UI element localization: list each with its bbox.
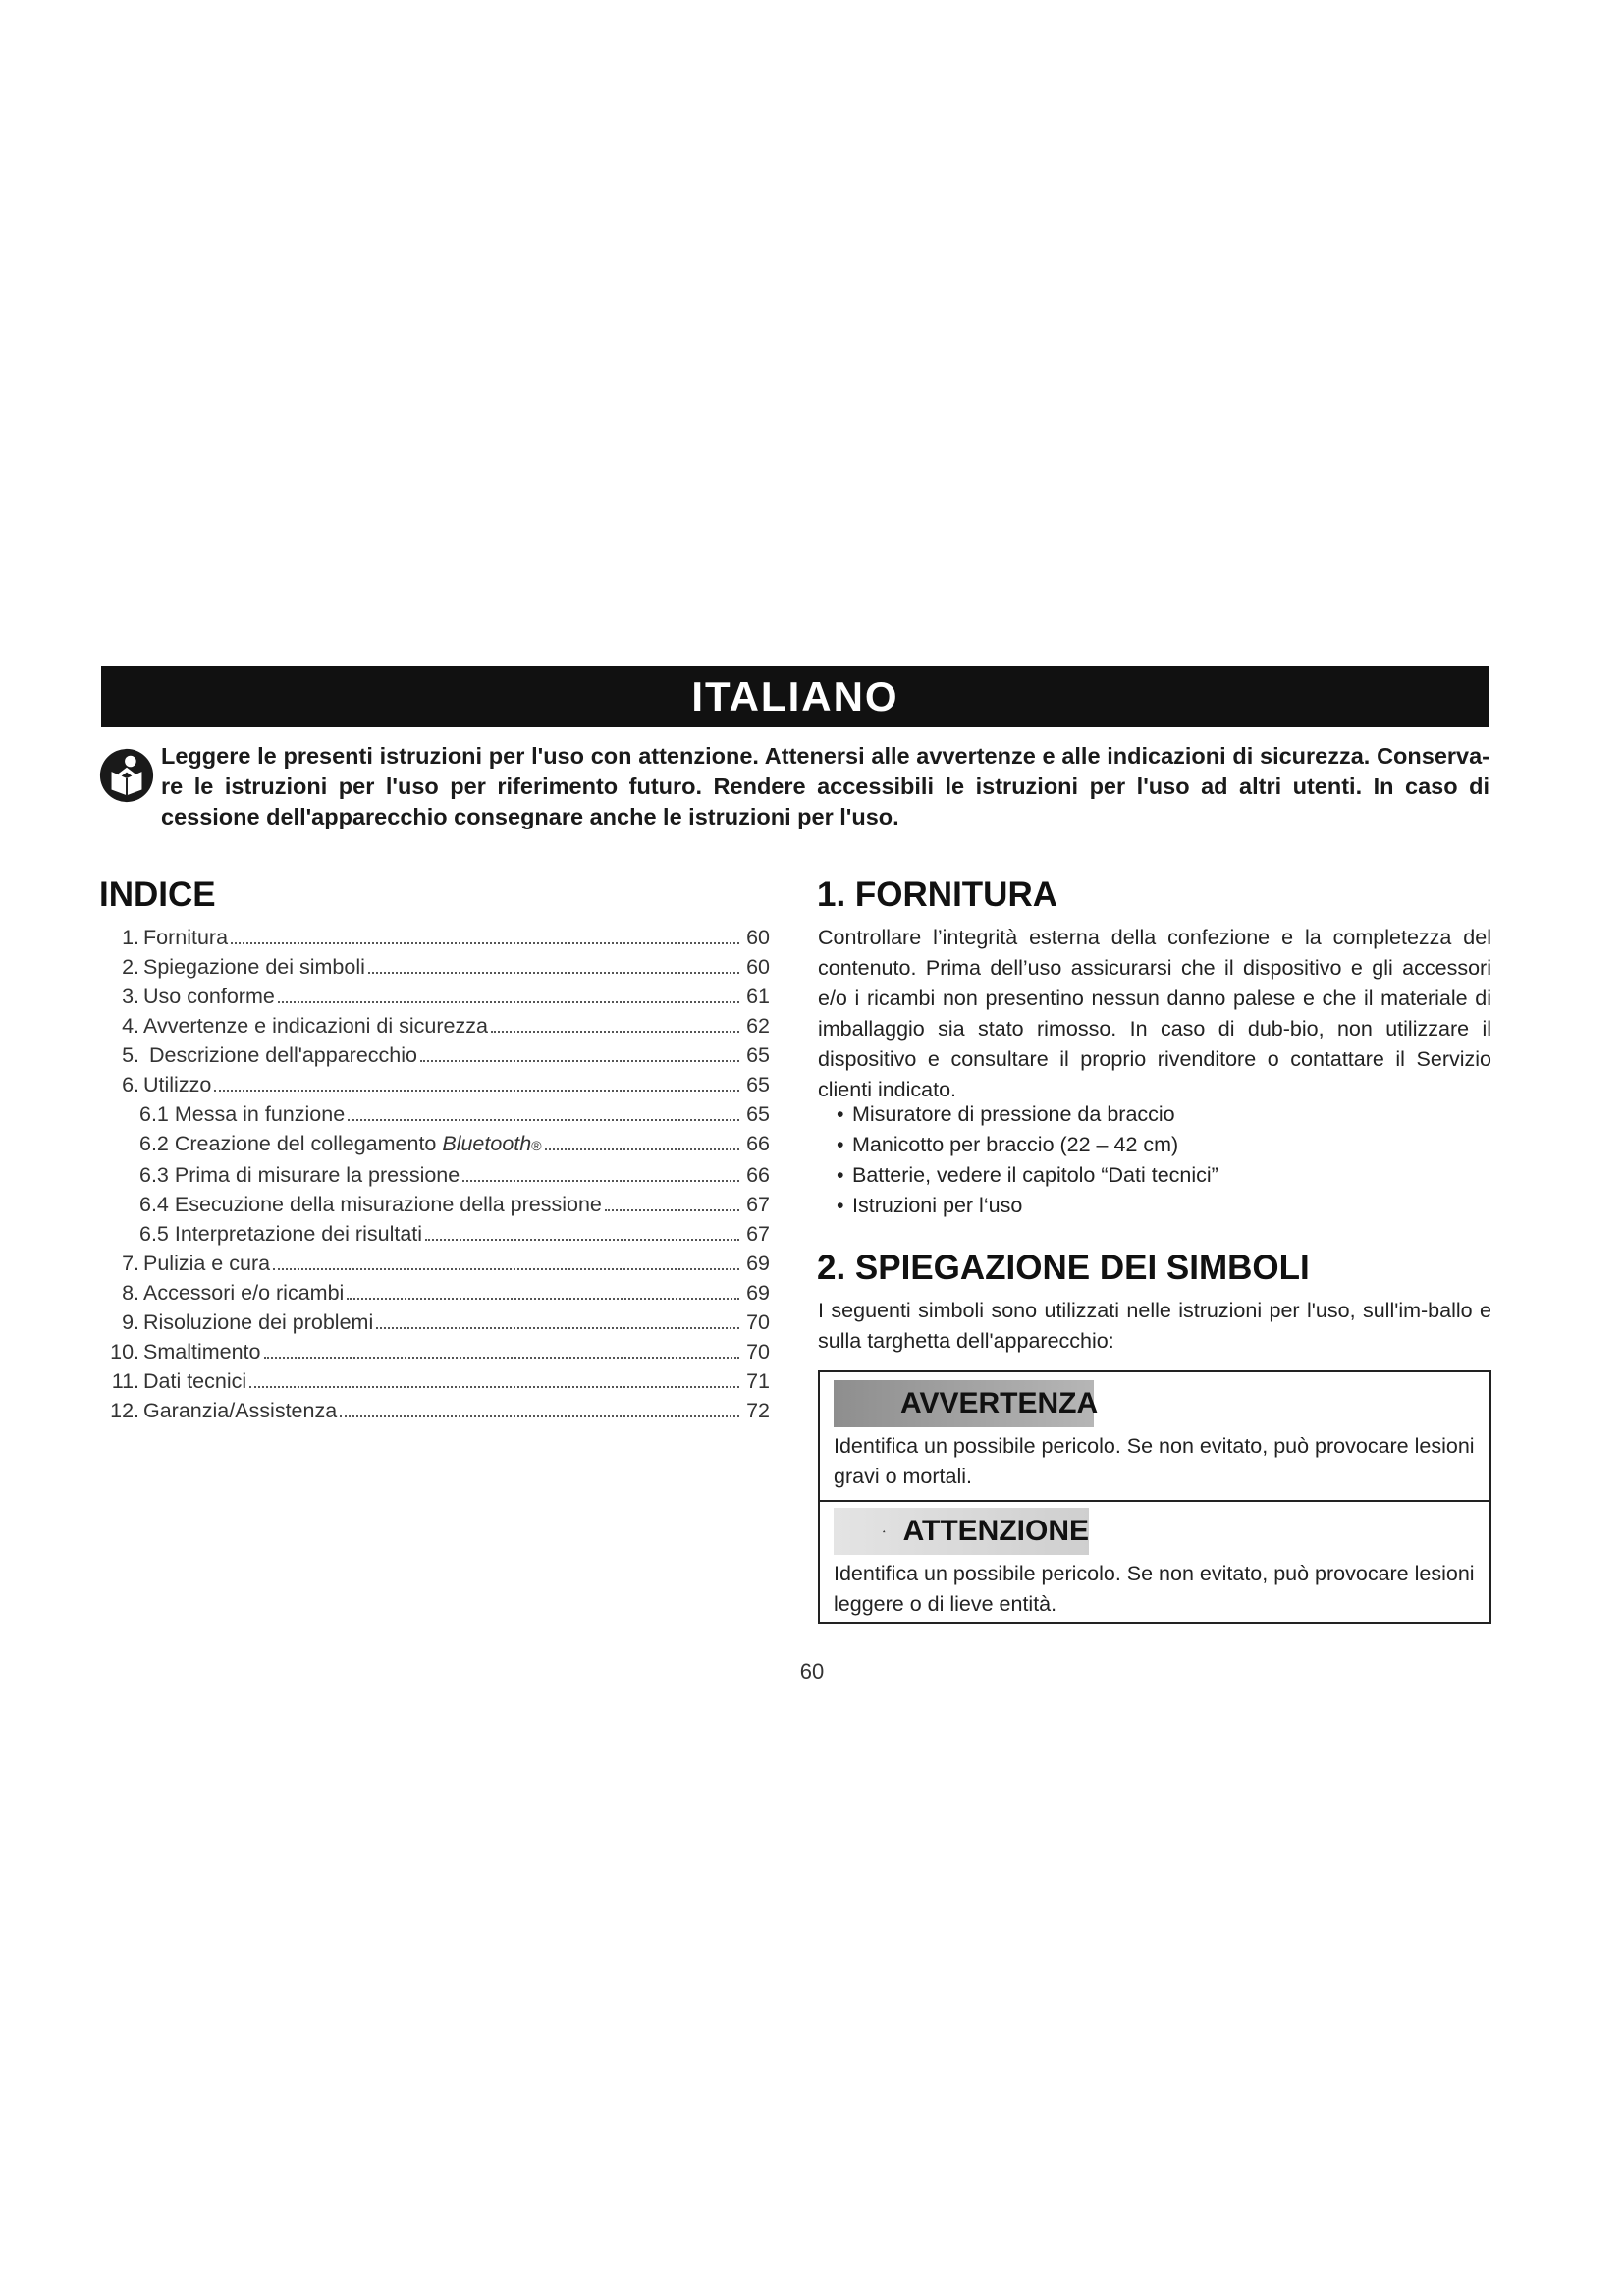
toc-item-page: 67 [746, 1222, 770, 1246]
toc-item-label: Uso conforme [143, 985, 275, 1008]
toc-item [102, 1160, 770, 1190]
toc-item-number: 12. [110, 1399, 139, 1422]
toc-item-number: 11. [111, 1369, 139, 1393]
toc-item-number: 8. [122, 1281, 139, 1305]
toc-item-page: 69 [746, 1281, 770, 1305]
section-fornitura-title: 1. FORNITURA [817, 876, 1057, 914]
toc-leader-dots [231, 942, 739, 944]
simboli-paragraph: I seguenti simboli sono utilizzati nelle istruzioni per l'uso, sull'im-ballo e sulla targhetta dell'apparecchio: [818, 1299, 1491, 1353]
registered-mark: ® [531, 1138, 542, 1153]
toc-item-label: 6.4 Esecuzione della misurazione della pressione [139, 1193, 602, 1216]
toc-item-number: 1. [122, 926, 139, 949]
fornitura-list [825, 1099, 1492, 1221]
toc-item-page: 65 [746, 1043, 770, 1067]
toc-item [102, 1337, 770, 1366]
toc-item-label: 6.1 Messa in funzione [139, 1102, 346, 1126]
toc-item [102, 923, 770, 952]
caution-description: Identifica un possibile pericolo. Se non evitato, può provocare lesioni leggere o di lieve entità. [834, 1562, 1475, 1616]
toc-leader-dots [214, 1090, 739, 1092]
bullet-icon: • [837, 1102, 844, 1126]
toc-leader-dots [347, 1298, 739, 1300]
toc-item-number: 2. [122, 955, 139, 979]
toc-item [102, 1249, 770, 1278]
toc-leader-dots [249, 1386, 739, 1388]
toc-item-page: 69 [746, 1252, 770, 1275]
toc-item [102, 982, 770, 1011]
toc-item-page: 66 [746, 1132, 770, 1155]
toc-leader-dots [462, 1180, 739, 1182]
toc-item-page: 60 [746, 955, 770, 979]
toc-title: INDICE [99, 876, 216, 914]
toc-item [102, 1366, 770, 1396]
toc-item [102, 1278, 770, 1308]
warning-description: Identifica un possibile pericolo. Se non evitato, può provocare lesioni gravi o mortali. [834, 1434, 1475, 1488]
toc-item-label: Garanzia/Assistenza [143, 1399, 338, 1422]
toc-item-page: 70 [746, 1340, 770, 1363]
bullet-icon: • [837, 1194, 844, 1217]
toc-item [102, 1129, 770, 1160]
toc-item-page: 71 [746, 1369, 770, 1393]
toc-item-label: Accessori e/o ricambi [143, 1281, 345, 1305]
toc-leader-dots [545, 1148, 739, 1150]
toc-item-number: 3. [122, 985, 139, 1008]
page-number: 60 [799, 1659, 825, 1683]
toc-item-label: Utilizzo [143, 1073, 212, 1096]
toc-item-label: Dati tecnici [143, 1369, 247, 1393]
list-item-text: Manicotto per braccio (22 – 42 cm) [852, 1133, 1179, 1156]
list-item-text: Batterie, vedere il capitolo “Dati tecnici” [852, 1163, 1218, 1187]
toc-item-page: 66 [746, 1163, 770, 1187]
toc-leader-dots [376, 1327, 739, 1329]
caution-section [820, 1500, 1489, 1622]
bullet-icon: • [837, 1163, 844, 1187]
toc-item [102, 1308, 770, 1337]
toc-leader-dots [420, 1060, 739, 1062]
toc-item-label: Smaltimento [143, 1340, 261, 1363]
toc-leader-dots [348, 1119, 739, 1121]
toc-item-number: 6. [122, 1073, 139, 1096]
intro-text: Leggere le presenti istruzioni per l'uso con attenzione. Attenersi alle avvertenze e alle indicazioni di sicurezza. Conserva-re le istruzioni per l'uso per riferimento futuro. Rendere accessibili le istruzioni per l'uso ad altri utenti. In caso di cessione dell'apparecchio consegnare anche le istruzioni per l'uso. [161, 743, 1489, 829]
toc-leader-dots [605, 1209, 739, 1211]
toc-item-label-italic: Bluetooth [442, 1132, 532, 1155]
toc-item-label: Fornitura [143, 926, 229, 949]
toc-item-page: 70 [746, 1310, 770, 1334]
toc-item-label: 6.2 Creazione del collegamento [139, 1132, 443, 1155]
toc-item-page: 62 [746, 1014, 770, 1038]
section-simboli-title: 2. SPIEGAZIONE DEI SIMBOLI [817, 1249, 1310, 1287]
list-item-text: Istruzioni per l‘uso [852, 1194, 1023, 1217]
toc-leader-dots [425, 1239, 739, 1241]
toc-leader-dots [278, 1001, 739, 1003]
warning-section [820, 1372, 1489, 1502]
toc-item [102, 1396, 770, 1425]
toc-item [102, 1190, 770, 1219]
toc-item-label: 6.5 Interpretazione dei risultati [139, 1222, 423, 1246]
fornitura-paragraph: Controllare l’integrità esterna della confezione e la completezza del contenuto. Prima dell’uso assicurarsi che il dispositivo e gli accessori e/o i ricambi non presentino nessun danno palese e che il materiale di imballaggio sia stato rimosso. In caso di dub-bio, non utilizzare il dispositivo e consultare il proprio rivenditore o contattare il Servizio clienti indicato. [818, 926, 1491, 1101]
toc-item-page: 60 [746, 926, 770, 949]
table-of-contents [102, 923, 770, 1425]
toc-item [102, 952, 770, 982]
toc-item-number: 5. [122, 1043, 139, 1067]
toc-item [102, 1041, 770, 1070]
toc-item-label: 6.3 Prima di misurare la pressione [139, 1163, 460, 1187]
toc-leader-dots [491, 1031, 739, 1033]
list-item [825, 1130, 1492, 1160]
toc-item-page: 72 [746, 1399, 770, 1422]
toc-item-number: 9. [122, 1310, 139, 1334]
toc-item [102, 1011, 770, 1041]
toc-item [102, 1070, 770, 1099]
toc-item [102, 1219, 770, 1249]
toc-leader-dots [264, 1357, 740, 1359]
warning-header [834, 1380, 1099, 1427]
list-item [825, 1160, 1492, 1191]
toc-item-label: Avvertenze e indicazioni di sicurezza [143, 1014, 488, 1038]
toc-item-page: 65 [746, 1073, 770, 1096]
language-banner: ITALIANO [101, 666, 1489, 727]
bullet-icon: • [837, 1133, 844, 1156]
warning-triangle-icon [883, 1519, 886, 1544]
toc-item-label: Descrizione dell'apparecchio [143, 1043, 417, 1067]
toc-item-page: 67 [746, 1193, 770, 1216]
toc-item-label: Pulizia e cura [143, 1252, 271, 1275]
caution-label: ATTENZIONE [902, 1515, 1089, 1547]
toc-item-number: 10. [110, 1340, 139, 1363]
list-item-text: Misuratore di pressione da braccio [852, 1102, 1175, 1126]
symbols-table [818, 1370, 1491, 1624]
toc-leader-dots [340, 1415, 739, 1417]
read-instructions-icon [98, 747, 155, 804]
toc-item-label: Spiegazione dei simboli [143, 955, 365, 979]
toc-item-page: 61 [746, 985, 770, 1008]
toc-item-page: 65 [746, 1102, 770, 1126]
list-item [825, 1191, 1492, 1221]
list-item [825, 1099, 1492, 1130]
toc-item-number: 7. [122, 1252, 139, 1275]
toc-item [102, 1099, 770, 1129]
warning-label: AVVERTENZA [900, 1387, 1099, 1419]
toc-leader-dots [368, 972, 739, 974]
toc-item-label: Risoluzione dei problemi [143, 1310, 374, 1334]
toc-item-number: 4. [122, 1014, 139, 1038]
toc-leader-dots [273, 1268, 739, 1270]
caution-header [834, 1508, 1089, 1555]
